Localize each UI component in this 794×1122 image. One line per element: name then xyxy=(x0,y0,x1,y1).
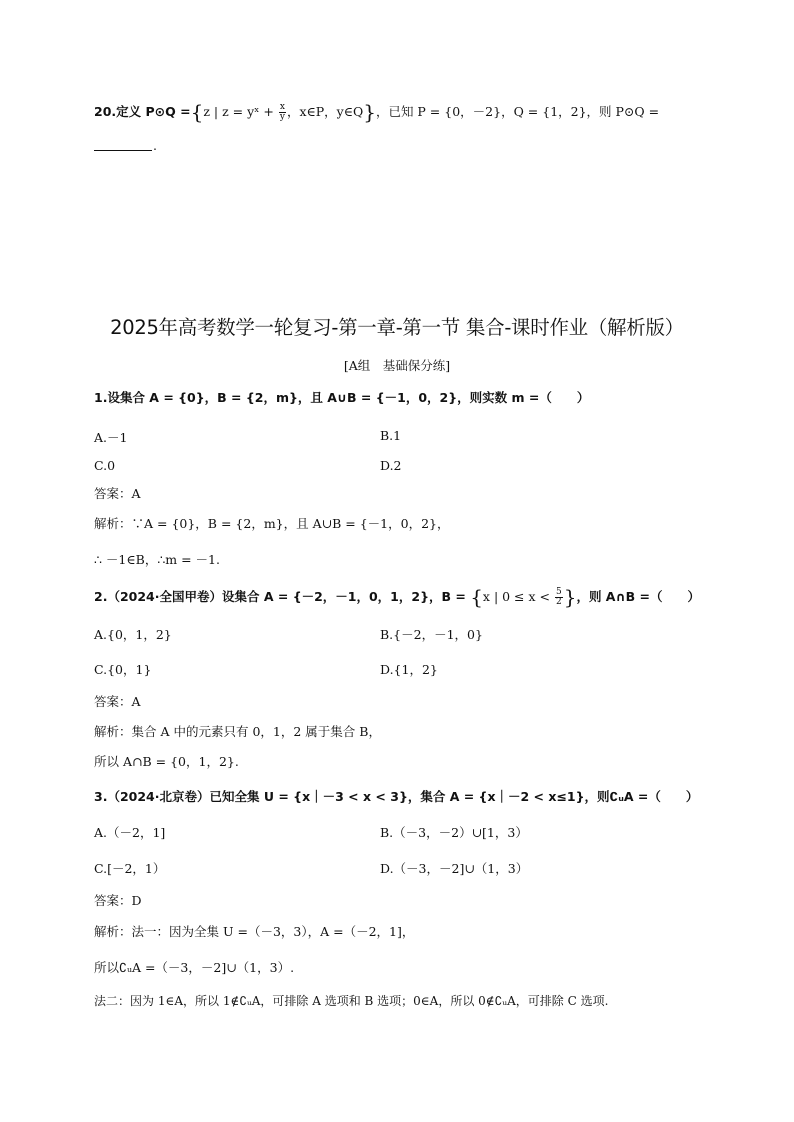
q20-prefix: 20.定义 P⊙Q = xyxy=(94,104,191,119)
q1-analysis-1: 解析：∵A = {0}，B = {2，m}，且 A∪B = {－1，0，2}， xyxy=(94,516,450,531)
q3-answer: 答案：D xyxy=(94,893,142,908)
q2-frac-den: 2 xyxy=(555,597,562,607)
q20-period: . xyxy=(153,138,157,153)
q3-option-a: A.（－2，1] xyxy=(94,825,166,840)
q2-option-d: D.{1，2} xyxy=(380,662,438,677)
q2-set-inner: x | 0 ≤ x < xyxy=(482,589,554,604)
q3-stem: 3.（2024·北京卷）已知全集 U = {x｜－3 < x < 3}，集合 A = {x｜－2 < x≤1}，则∁ᵤA =（ ） xyxy=(94,789,699,804)
q3-analysis-1: 解析：法一：因为全集 U =（－3，3），A =（－2，1]， xyxy=(94,924,415,939)
q20-set-tail: ，x∈P，y∈Q xyxy=(286,104,364,119)
q2-frac-num: 5 xyxy=(555,587,562,597)
q1-stem: 1.设集合 A = {0}，B = {2，m}，且 A∪B = {－1，0，2}，则实数 m =（ ） xyxy=(94,390,590,405)
q3-option-c: C.[－2，1） xyxy=(94,861,166,876)
q3-option-d: D.（－3，－2]∪（1，3） xyxy=(380,861,529,876)
q2-option-c: C.{0，1} xyxy=(94,662,152,677)
answer-blank xyxy=(94,150,152,151)
q20-suffix: ，已知 P = {0，－2}，Q = {1，2}，则 P⊙Q = xyxy=(375,104,660,119)
q2-analysis-1: 解析：集合 A 中的元素只有 0，1，2 属于集合 B， xyxy=(94,724,381,739)
q1-option-b: B.1 xyxy=(380,428,402,443)
q3-analysis-3: 法二：因为 1∈A，所以 1∉∁ᵤA，可排除 A 选项和 B 选项；0∈A，所以 0∉∁ᵤA，可排除 C 选项. xyxy=(94,994,609,1008)
q1-option-c: C.0 xyxy=(94,458,116,473)
q2-stem-main: 2.（2024·全国甲卷）设集合 A = {－2，－1，0，1，2}，B = xyxy=(94,589,471,604)
q1-option-d: D.2 xyxy=(380,458,402,473)
q2-answer: 答案：A xyxy=(94,694,141,709)
q2-stem xyxy=(94,585,700,609)
section-heading: [A组 基础保分练] xyxy=(343,358,451,373)
left-brace: { xyxy=(190,100,204,124)
q1-option-a: A.－1 xyxy=(94,430,128,445)
q20-fraction xyxy=(279,103,286,122)
q1-analysis-2: ∴ －1∈B，∴m = －1. xyxy=(94,552,220,567)
q2-option-a: A.{0，1，2} xyxy=(94,627,172,642)
left-brace: { xyxy=(470,585,483,609)
q3-option-b: B.（－3，－2）∪[1，3） xyxy=(380,825,528,840)
right-brace: } xyxy=(563,585,577,609)
page-title: 2025年高考数学一轮复习-第一章-第一节 集合-课时作业（解析版） xyxy=(110,316,684,339)
q20-set-inner: z | z = yˣ + xyxy=(203,104,278,119)
q20-frac-num: x xyxy=(279,102,285,112)
right-brace: } xyxy=(363,100,376,124)
q20-stem xyxy=(94,100,659,124)
q2-stem-tail: ，则 A∩B =（ ） xyxy=(576,589,700,604)
q2-fraction xyxy=(555,588,563,607)
q2-option-b: B.{－2，－1，0} xyxy=(380,627,483,642)
q1-answer: 答案：A xyxy=(94,486,141,501)
q2-analysis-2: 所以 A∩B = {0，1，2}. xyxy=(94,754,239,769)
q20-frac-den: y xyxy=(279,112,285,122)
q3-analysis-2: 所以∁ᵤA =（－3，－2]∪（1，3）. xyxy=(94,960,295,975)
